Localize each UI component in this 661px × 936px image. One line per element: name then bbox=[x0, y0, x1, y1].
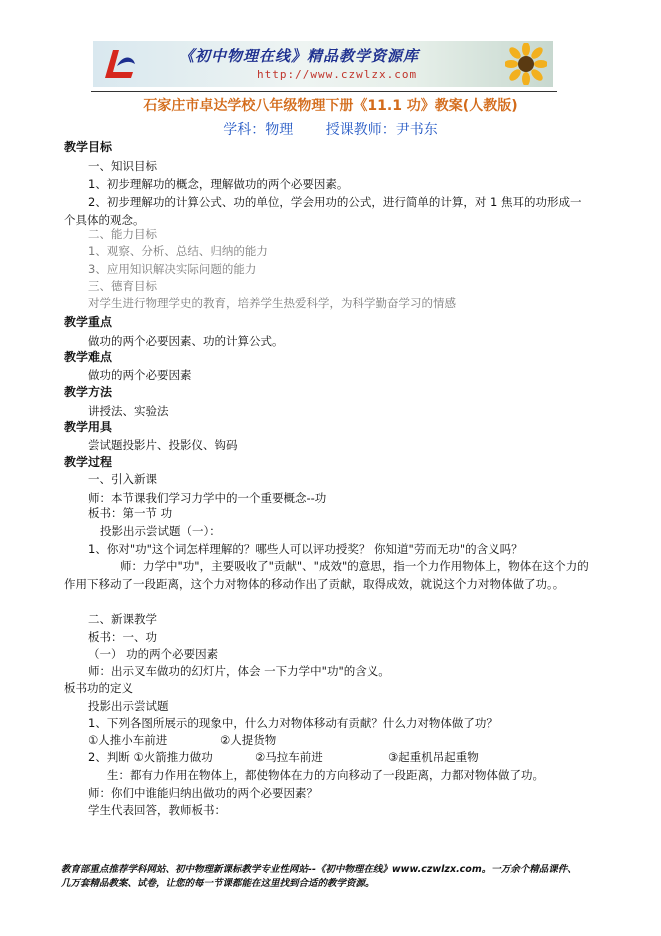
text-line: 讲授法、实验法 bbox=[88, 404, 169, 418]
footer-line: 教育部重点推荐学科网站、初中物理新课标教学专业性网站--《初中物理在线》www.czwlzx.com。一万余个精品课件、 bbox=[61, 864, 577, 875]
text-line: 1、观察、分析、总结、归纳的能力 bbox=[88, 244, 268, 258]
header-rule bbox=[91, 91, 557, 92]
section-heading: 教学用具 bbox=[64, 420, 113, 434]
page-title: 石家庄市卓达学校八年级物理下册《11.1 功》教案(人教版) bbox=[143, 98, 518, 114]
text-line: ②马拉车前进 bbox=[255, 750, 323, 764]
text-line: 1、下列各图所展示的现象中，什么力对物体移动有贡献？什么力对物体做了功？ bbox=[88, 716, 498, 730]
subject-label: 学科：物理 bbox=[223, 122, 294, 138]
section-heading: 教学过程 bbox=[64, 455, 113, 469]
text-line: （一） 功的两个必要因素 bbox=[88, 647, 219, 661]
text-line: 尝试题投影片、投影仪、钩码 bbox=[88, 438, 238, 452]
section-heading: 教学重点 bbox=[64, 315, 113, 329]
site-logo-icon bbox=[99, 44, 139, 84]
text-line: 师：你们中谁能归纳出做功的两个必要因素？ bbox=[88, 786, 318, 800]
text-line: 一、引入新课 bbox=[88, 472, 157, 486]
text-line: ③起重机吊起重物 bbox=[388, 750, 479, 764]
text-line: 生：都有力作用在物体上，都使物体在力的方向移动了一段距离，力都对物体做了功。 bbox=[107, 768, 544, 782]
text-line: ②人提货物 bbox=[220, 733, 277, 747]
text-line: 1、初步理解功的概念，理解做功的两个必要因素。 bbox=[88, 177, 349, 191]
text-line: 板书功的定义 bbox=[64, 681, 133, 695]
text-line: 投影出示尝试题（一）： bbox=[100, 524, 221, 538]
text-line: 一、知识目标 bbox=[88, 159, 157, 173]
section-heading: 教学难点 bbox=[64, 350, 113, 364]
text-line: 三、德育目标 bbox=[88, 279, 157, 293]
text-line: ①人推小车前进 bbox=[88, 733, 168, 747]
text-line: 师：力学中"功"，主要吸收了"贡献"、"成效"的意思，指一个力作用物体上，物体在这个力的 bbox=[120, 559, 589, 573]
text-line: 二、新课教学 bbox=[88, 612, 157, 626]
text-line: 板书：一、功 bbox=[88, 630, 157, 644]
text-line: 师：出示叉车做功的幻灯片，体会 一下力学中"功"的含义。 bbox=[88, 664, 390, 678]
text-line: 做功的两个必要因素 bbox=[88, 368, 192, 382]
text-line: 做功的两个必要因素、功的计算公式。 bbox=[88, 334, 284, 348]
site-url: http://www.czwlzx.com bbox=[257, 68, 418, 81]
site-slogan: 《初中物理在线》精品教学资源库 bbox=[179, 47, 420, 65]
text-line: 3、应用知识解决实际问题的能力 bbox=[88, 262, 257, 276]
text-line: 师：本节课我们学习力学中的一个重要概念--功 bbox=[88, 491, 327, 505]
text-line: 2、初步理解功的计算公式、功的单位，学会用功的公式，进行简单的计算，对 1 焦耳的功形成一 bbox=[88, 195, 582, 209]
text-line: 二、能力目标 bbox=[88, 227, 157, 241]
section-heading: 教学目标 bbox=[64, 140, 113, 154]
text-line: 学生代表回答，教师板书： bbox=[88, 803, 226, 817]
sunflower-icon bbox=[505, 43, 547, 85]
text-line: 作用下移动了一段距离，这个力对物体的移动作出了贡献，取得成效，就说这个力对物体做了功。。 bbox=[64, 577, 565, 591]
text-line: 个具体的观念。 bbox=[64, 213, 145, 227]
section-heading: 教学方法 bbox=[64, 385, 113, 399]
header-banner bbox=[93, 41, 553, 87]
text-line: 板书：第一节 功 bbox=[88, 506, 173, 520]
text-line: 对学生进行物理学史的教育，培养学生热爱科学，为科学勤奋学习的情感 bbox=[88, 296, 456, 310]
text-line: 1、你对"功"这个词怎样理解的？哪些人可以评功授奖？ 你知道"劳而无功"的含义吗？ bbox=[88, 542, 523, 556]
subtitle bbox=[0, 119, 661, 139]
teacher-label: 授课教师：尹书东 bbox=[325, 122, 438, 138]
page-footer bbox=[61, 863, 577, 891]
text-line: 投影出示尝试题 bbox=[88, 699, 169, 713]
footer-line: 几万套精品教案、试卷，让您的每一节课都能在这里找到合适的教学资源。 bbox=[61, 878, 375, 889]
text-line: 2、判断 ①火箭推力做功 bbox=[88, 750, 213, 764]
